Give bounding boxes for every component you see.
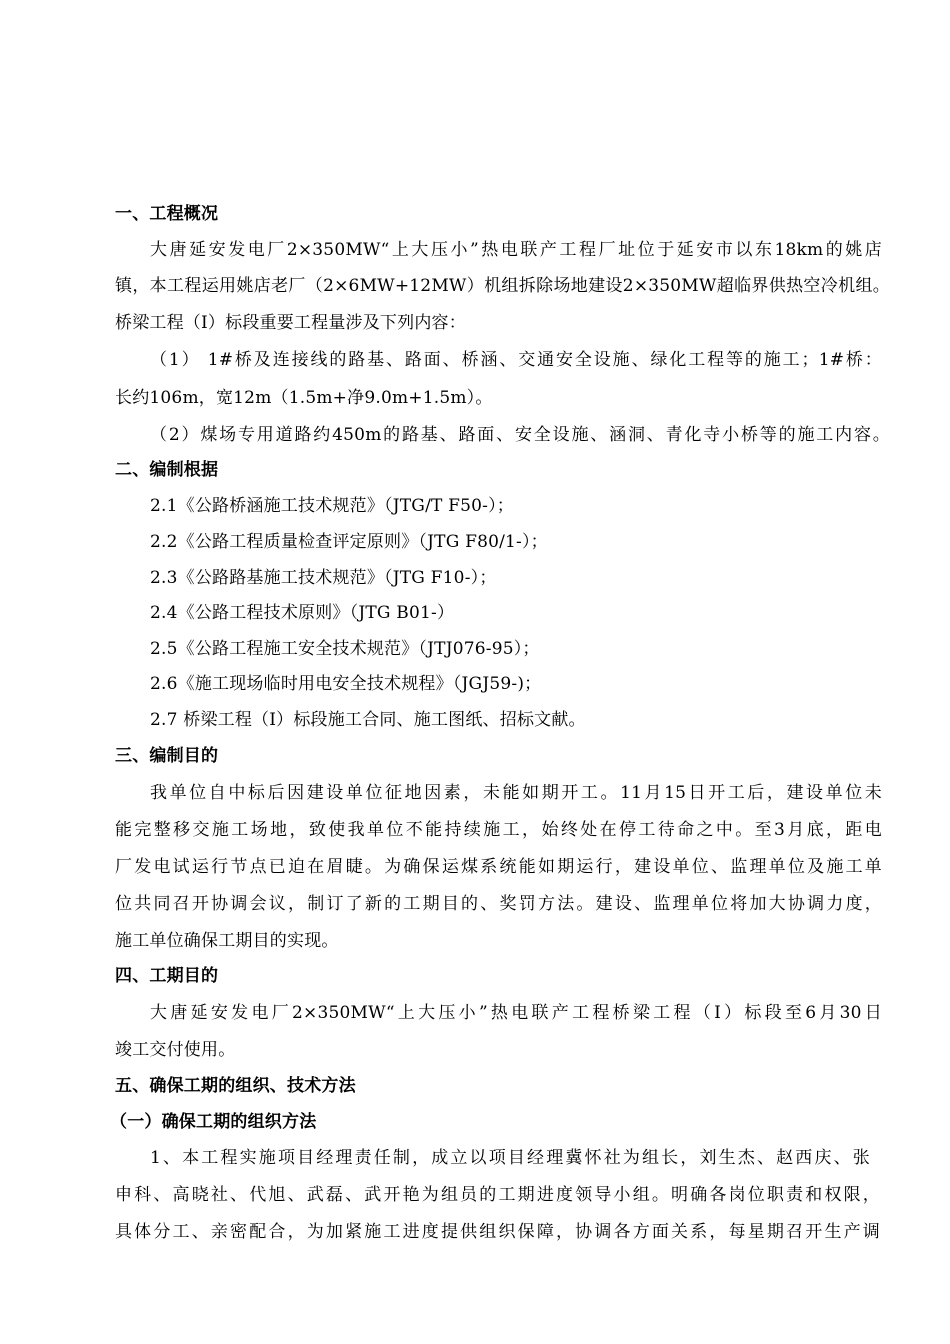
section-2-heading: 二、编制根据: [115, 460, 219, 480]
list-item-1-cont: 长约106m，宽12m（1.5m+净9.0m+1.5m）。: [115, 388, 493, 408]
section-1-heading: 一、工程概况: [115, 204, 219, 224]
reference-item: 2.4《公路工程技术原则》（JTG B01-）: [150, 603, 455, 623]
section-4-heading: 四、工期目的: [115, 966, 219, 986]
paragraph-line: 申科、高晓社、代旭、武磊、武开艳为组员的工期进度领导小组。明确各岗位职责和权限，: [115, 1185, 880, 1205]
section-3-heading: 三、编制目的: [115, 746, 219, 766]
paragraph-line: 大唐延安发电厂2×350MW“上大压小”热电联产工程厂址位于延安市以东18km的姚店: [150, 240, 882, 260]
paragraph-line: 大唐延安发电厂2×350MW“上大压小”热电联产工程桥梁工程（Ⅰ）标段至6月30日: [150, 1003, 882, 1023]
paragraph-line: 厂发电试运行节点已迫在眉睫。为确保运煤系统能如期运行，建设单位、监理单位及施工单: [115, 857, 882, 877]
reference-item: 2.2《公路工程质量检查评定原则》（JTG F80/1-）；: [150, 532, 548, 552]
paragraph-line: 我单位自中标后因建设单位征地因素，未能如期开工。11月15日开工后，建设单位未: [150, 783, 882, 803]
subsection-heading: （一）确保工期的组织方法: [110, 1112, 317, 1132]
reference-item: 2.1《公路桥涵施工技术规范》（JTG/T F50-）；: [150, 496, 515, 516]
paragraph-line: 施工单位确保工期目的实现。: [115, 931, 339, 951]
paragraph-line: 能完整移交施工场地，致使我单位不能持续施工，始终处在停工待命之中。至3月底，距电: [115, 820, 882, 840]
paragraph-line: 1、本工程实施项目经理责任制，成立以项目经理冀怀社为组长，刘生杰、赵西庆、张: [150, 1148, 870, 1168]
reference-item: 2.6《施工现场临时用电安全技术规程》（JGJ59-)；: [150, 674, 542, 694]
section-5-heading: 五、确保工期的组织、技术方法: [115, 1076, 356, 1096]
paragraph-line: 竣工交付使用。: [115, 1040, 236, 1060]
paragraph-line: 位共同召开协调会议，制订了新的工期目的、奖罚方法。建设、监理单位将加大协调力度，: [115, 894, 882, 914]
paragraph-line: 具体分工、亲密配合，为加紧施工进度提供组织保障，协调各方面关系，每星期召开生产调: [115, 1222, 880, 1242]
paragraph-line: 桥梁工程（Ⅰ）标段重要工程量涉及下列内容：: [115, 313, 466, 333]
reference-item: 2.5《公路工程施工安全技术规范》（JTJ076-95）；: [150, 639, 540, 659]
list-item-2: （2）煤场专用道路约450m的路基、路面、安全设施、涵洞、青化寺小桥等的施工内容。: [150, 425, 890, 445]
reference-item: 2.7 桥梁工程（Ⅰ）标段施工合同、施工图纸、招标文献。: [150, 710, 586, 730]
list-item-1: （1） 1#桥及连接线的路基、路面、桥涵、交通安全设施、绿化工程等的施工；1#桥：: [150, 350, 882, 370]
reference-item: 2.3《公路路基施工技术规范》（JTG F10-）；: [150, 568, 497, 588]
paragraph-line: 镇，本工程运用姚店老厂（2×6MW+12MW）机组拆除场地建设2×350MW超临界供热空冷机组。: [115, 276, 890, 296]
